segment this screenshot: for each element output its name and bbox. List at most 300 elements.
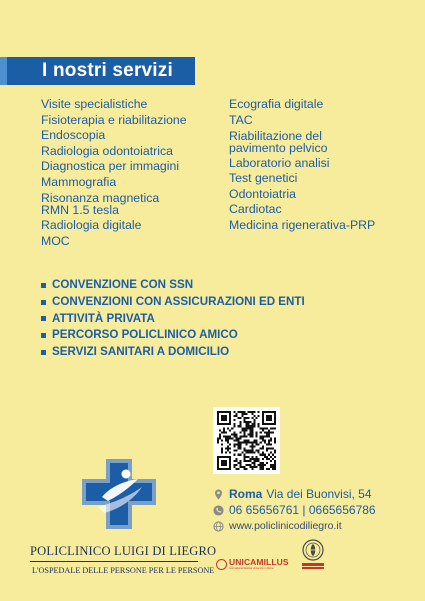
qr-module [252, 417, 254, 419]
qr-module [237, 437, 239, 439]
qr-module [274, 442, 276, 444]
qr-module [225, 437, 227, 439]
qr-module [243, 431, 245, 433]
qr-module [235, 450, 237, 452]
qr-module [221, 450, 223, 452]
qr-module [262, 468, 264, 470]
qr-module [239, 425, 241, 427]
qr-module [248, 425, 250, 427]
services-list [41, 97, 401, 249]
qr-module [252, 466, 254, 468]
qr-module [225, 431, 227, 433]
service-item: Cardiotac [229, 202, 282, 217]
services-column-2 [229, 97, 401, 249]
qr-module [260, 468, 262, 470]
phone-line [213, 502, 376, 518]
qr-module [252, 468, 254, 470]
qr-module [219, 433, 221, 435]
bullet-square-icon [41, 300, 46, 305]
qr-module [268, 429, 270, 431]
bullet-square-icon [41, 350, 46, 355]
qr-module [221, 444, 223, 446]
qr-module [229, 429, 231, 431]
qr-module [248, 450, 250, 452]
university-name: UNICAMILLUS [229, 557, 289, 567]
qr-module [235, 444, 237, 446]
qr-module [264, 427, 266, 429]
qr-module [262, 439, 264, 441]
qr-module [268, 468, 270, 470]
qr-module [250, 425, 252, 427]
qr-code[interactable] [213, 407, 280, 474]
qr-module [254, 462, 256, 464]
policlinico-cross-logo-icon [80, 457, 158, 531]
qr-module [237, 417, 239, 419]
qr-module [252, 429, 254, 431]
qr-module [243, 466, 245, 468]
qr-module [239, 411, 241, 413]
qr-module [254, 458, 256, 460]
qr-module [252, 456, 254, 458]
qr-module [262, 427, 264, 429]
unicamillus-seal-icon [216, 559, 227, 570]
qr-module [239, 417, 241, 419]
qr-module [256, 439, 258, 441]
qr-module [254, 423, 256, 425]
qr-module [245, 450, 247, 452]
qr-module [237, 439, 239, 441]
qr-module [243, 419, 245, 421]
qr-module [258, 450, 260, 452]
qr-module [252, 446, 254, 448]
qr-module [258, 411, 260, 413]
qr-module [258, 464, 260, 466]
qr-module [250, 452, 252, 454]
qr-module [243, 468, 245, 470]
qr-module [241, 452, 243, 454]
qr-module [258, 423, 260, 425]
qr-module [237, 448, 239, 450]
qr-module [248, 456, 250, 458]
qr-module [270, 456, 272, 458]
qr-module [266, 415, 272, 421]
qr-module [223, 429, 225, 431]
qr-module [274, 456, 276, 458]
qr-module [235, 433, 237, 435]
qr-module [235, 460, 237, 462]
qr-module [239, 444, 241, 446]
qr-module [221, 415, 227, 421]
qr-module [243, 413, 245, 415]
qr-module [262, 446, 264, 448]
qr-module [266, 433, 268, 435]
qr-module [262, 429, 264, 431]
bullet-square-icon [41, 333, 46, 338]
qr-module [254, 452, 256, 454]
qr-module [252, 444, 254, 446]
qr-module [270, 437, 272, 439]
qr-module [235, 458, 237, 460]
qr-module [272, 448, 274, 450]
qr-module [243, 458, 245, 460]
qr-module [237, 454, 239, 456]
qr-module [245, 452, 247, 454]
qr-module [243, 439, 245, 441]
qr-module [243, 427, 245, 429]
service-item: Risonanza magnetica RMN 1.5 tesla [41, 191, 160, 218]
qr-module [235, 415, 237, 417]
qr-module [260, 466, 262, 468]
qr-module [266, 427, 268, 429]
bullet-square-icon [41, 316, 46, 321]
qr-module [252, 433, 254, 435]
qr-module [248, 423, 250, 425]
qr-module [262, 462, 264, 464]
contacts [213, 486, 376, 534]
qr-module [250, 442, 252, 444]
qr-module [274, 466, 276, 468]
qr-module [241, 429, 243, 431]
qr-module [237, 425, 239, 427]
qr-module [252, 450, 254, 452]
qr-module [233, 415, 235, 417]
university-subtitle: International Medical University in Rome [229, 567, 274, 570]
services-column-1 [41, 97, 229, 249]
qr-module [264, 439, 266, 441]
qr-module [243, 429, 245, 431]
title-bar-accent [0, 57, 7, 85]
qr-module [239, 446, 241, 448]
qr-module [262, 435, 264, 437]
qr-module [221, 448, 223, 450]
service-item: Medicina rigenerativa-PRP [229, 218, 376, 233]
qr-module [266, 456, 268, 458]
qr-module [270, 448, 272, 450]
unicamillus-logo [216, 558, 289, 570]
qr-module [254, 464, 256, 466]
qr-module [252, 458, 254, 460]
qr-module [262, 448, 264, 450]
qr-module [219, 429, 221, 431]
qr-module [227, 450, 229, 452]
qr-module [260, 448, 262, 450]
qr-module [237, 444, 239, 446]
qr-module [235, 464, 237, 466]
certifier-band [302, 567, 324, 569]
qr-module [239, 442, 241, 444]
qr-module [243, 411, 245, 413]
qr-module [256, 466, 258, 468]
qr-module [235, 437, 237, 439]
qr-module [219, 437, 221, 439]
qr-module [274, 462, 276, 464]
qr-module [245, 429, 247, 431]
phone-numbers[interactable]: 06 65656761 | 0665656786 [229, 503, 376, 517]
qr-module [227, 448, 229, 450]
qr-module [264, 454, 266, 456]
qr-module [239, 421, 241, 423]
qr-module [268, 435, 270, 437]
qr-module [270, 460, 272, 462]
qr-module [274, 439, 276, 441]
qr-module [227, 437, 229, 439]
qr-module [217, 439, 219, 441]
qr-module [243, 450, 245, 452]
qr-module [229, 444, 231, 446]
qr-module [266, 462, 268, 464]
qr-module [254, 466, 256, 468]
qr-module [254, 442, 256, 444]
qr-module [233, 433, 235, 435]
qr-module [260, 464, 262, 466]
qr-module [239, 448, 241, 450]
qr-module [258, 458, 260, 460]
qr-module [231, 433, 233, 435]
qr-module [233, 464, 235, 466]
qr-module [254, 446, 256, 448]
organization-name: POLICLINICO LUIGI DI LIEGRO [30, 544, 217, 558]
qr-module [262, 458, 264, 460]
qr-module [274, 468, 276, 470]
qr-module [243, 456, 245, 458]
bureau-veritas-logo [302, 539, 324, 569]
website-link[interactable]: www.policlinicodiliegro.it [229, 520, 342, 532]
qr-module [233, 450, 235, 452]
service-item: Ecografia digitale [229, 97, 324, 111]
qr-module [266, 448, 268, 450]
qr-module [239, 423, 241, 425]
qr-module [250, 421, 252, 423]
qr-module [248, 452, 250, 454]
service-item: MOC [41, 233, 70, 248]
qr-module [260, 454, 262, 456]
qr-module [233, 446, 235, 448]
qr-module [237, 446, 239, 448]
qr-module [270, 444, 272, 446]
qr-module [239, 431, 241, 433]
qr-module [268, 433, 270, 435]
qr-module [243, 454, 245, 456]
qr-module [272, 466, 274, 468]
qr-module [229, 448, 231, 450]
service-item: TAC [229, 112, 253, 127]
qr-module [235, 435, 237, 437]
qr-module [245, 423, 247, 425]
qr-module [250, 427, 252, 429]
qr-module [264, 464, 266, 466]
qr-module [223, 431, 225, 433]
qr-module [266, 444, 268, 446]
qr-module [266, 458, 268, 460]
qr-module [227, 442, 229, 444]
qr-module [274, 450, 276, 452]
page-title: I nostri servizi [42, 60, 173, 81]
qr-module [233, 454, 235, 456]
qr-module [243, 460, 245, 462]
qr-module [243, 448, 245, 450]
qr-module [274, 437, 276, 439]
qr-module [252, 423, 254, 425]
qr-module [274, 452, 276, 454]
qr-module [262, 452, 264, 454]
qr-module [258, 460, 260, 462]
qr-module [239, 454, 241, 456]
qr-module [254, 419, 256, 421]
location-pin-icon [213, 489, 224, 500]
qr-module [229, 435, 231, 437]
qr-module [245, 425, 247, 427]
qr-module [241, 427, 243, 429]
convention-item: SERVIZI SANITARI A DOMICILIO [41, 344, 305, 361]
qr-module [235, 413, 237, 415]
qr-module [254, 460, 256, 462]
convention-item: PERCORSO POLICLINICO AMICO [41, 327, 305, 344]
qr-module [241, 411, 243, 413]
address: Via dei Buonvisi, 54 [266, 487, 372, 501]
qr-module [252, 452, 254, 454]
qr-module [268, 431, 270, 433]
qr-module [264, 431, 266, 433]
qr-module [272, 427, 274, 429]
qr-module [233, 460, 235, 462]
qr-module [268, 442, 270, 444]
service-item: Mammografia [41, 174, 117, 189]
service-item: Radiologia odontoiatrica [41, 143, 173, 158]
qr-module [266, 435, 268, 437]
qr-module [245, 460, 247, 462]
qr-module [241, 435, 243, 437]
qr-module [256, 435, 258, 437]
website-line [213, 518, 376, 534]
qr-module [256, 456, 258, 458]
qr-module [260, 427, 262, 429]
service-item: Riabilitazione del pavimento pelvico [229, 128, 328, 155]
qr-module [254, 421, 256, 423]
qr-module [252, 431, 254, 433]
qr-module [221, 439, 223, 441]
qr-module [266, 468, 268, 470]
service-item: Odontoiatria [229, 186, 296, 201]
qr-module [268, 458, 270, 460]
qr-module [239, 464, 241, 466]
qr-module [256, 458, 258, 460]
qr-module [245, 439, 247, 441]
qr-module [225, 448, 227, 450]
organization-divider [30, 561, 198, 562]
qr-module [264, 435, 266, 437]
qr-module [252, 411, 254, 413]
organization-tagline: L'OSPEDALE DELLE PERSONE PER LE PERSONE [32, 566, 215, 575]
qr-module [260, 435, 262, 437]
conventions-list [41, 277, 305, 361]
qr-module [233, 411, 235, 413]
qr-module [250, 464, 252, 466]
qr-module [248, 439, 250, 441]
qr-module [233, 466, 235, 468]
qr-module [270, 439, 272, 441]
qr-module [262, 466, 264, 468]
qr-module [241, 442, 243, 444]
service-item: Test genetici [229, 171, 298, 186]
qr-module [225, 439, 227, 441]
qr-module [233, 431, 235, 433]
qr-module [252, 413, 254, 415]
qr-module [248, 411, 250, 413]
qr-module [248, 417, 250, 419]
qr-module [250, 433, 252, 435]
city: Roma [229, 487, 263, 501]
qr-module [262, 437, 264, 439]
service-item: Endoscopia [41, 128, 106, 143]
qr-module [233, 419, 235, 421]
qr-module [248, 427, 250, 429]
qr-module [227, 427, 229, 429]
qr-module [235, 468, 237, 470]
qr-module [239, 462, 241, 464]
qr-module [256, 442, 258, 444]
qr-module [245, 468, 247, 470]
qr-module [252, 448, 254, 450]
qr-module [235, 439, 237, 441]
qr-module [223, 427, 225, 429]
qr-module [245, 417, 247, 419]
qr-module [250, 460, 252, 462]
qr-module [243, 442, 245, 444]
qr-module [250, 466, 252, 468]
qr-module [268, 454, 270, 456]
qr-module [233, 439, 235, 441]
certifier-band [302, 563, 324, 566]
qr-module [254, 415, 256, 417]
qr-module [252, 435, 254, 437]
qr-module [268, 439, 270, 441]
qr-module [241, 413, 243, 415]
qr-module [221, 452, 223, 454]
qr-module [225, 452, 227, 454]
qr-module [254, 425, 256, 427]
address-line [213, 486, 376, 502]
qr-module [243, 421, 245, 423]
qr-module [237, 442, 239, 444]
qr-module [252, 462, 254, 464]
qr-module [270, 452, 272, 454]
qr-module [266, 450, 268, 452]
qr-module [233, 444, 235, 446]
globe-icon [213, 521, 224, 532]
qr-module [256, 433, 258, 435]
qr-module [245, 413, 247, 415]
qr-module [250, 429, 252, 431]
convention-item: CONVENZIONI CON ASSICURAZIONI ED ENTI [41, 294, 305, 311]
qr-module [245, 442, 247, 444]
service-item: Fisioterapia e riabilitazione [41, 112, 187, 127]
qr-module [243, 417, 245, 419]
qr-module [258, 452, 260, 454]
qr-module [248, 433, 250, 435]
qr-module [248, 464, 250, 466]
qr-module [245, 444, 247, 446]
qr-module [217, 437, 219, 439]
qr-module [245, 435, 247, 437]
qr-module [250, 450, 252, 452]
qr-module [221, 460, 227, 466]
qr-module [219, 435, 221, 437]
qr-module [229, 437, 231, 439]
qr-module [274, 460, 276, 462]
qr-module [239, 466, 241, 468]
qr-module [237, 411, 239, 413]
qr-module [225, 435, 227, 437]
